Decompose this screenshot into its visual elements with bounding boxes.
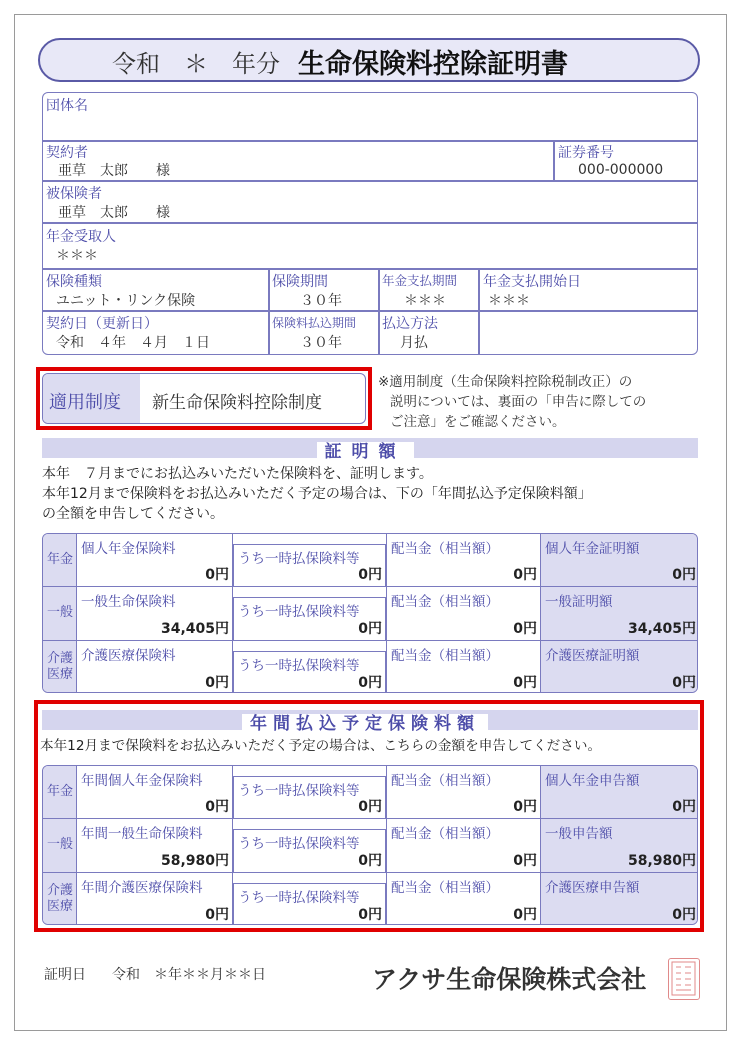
annual-premium-table [42, 765, 698, 925]
row-header [43, 819, 77, 871]
applied-system-value: 新生命保険料控除制度 [152, 393, 322, 413]
amount-cell [387, 766, 541, 818]
annuity-start-label: 年金支払開始日 [483, 274, 581, 290]
premium-period-value: ３０年 [300, 335, 342, 351]
annuity-start-value: ＊＊＊ [488, 293, 530, 309]
annuitant-label: 年金受取人 [46, 229, 116, 245]
amount-cell [233, 819, 387, 871]
cell-label: 配当金（相当額） [391, 826, 499, 843]
note-line: 説明については、裏面の「申告に際しての [390, 394, 647, 410]
amount-cell [541, 587, 698, 639]
section-title-wrap [0, 437, 738, 462]
cell-value: 58,980円 [627, 852, 696, 869]
row-header-text: 一般 [46, 837, 73, 853]
amount-cell [233, 641, 387, 693]
row-header-text: 介護 [46, 882, 73, 898]
table-row [43, 534, 698, 587]
divider [42, 180, 698, 182]
insurance-type-label: 保険種類 [46, 274, 102, 290]
row-header-text: 年金 [46, 552, 73, 567]
cell-value: 34,405円 [160, 620, 229, 637]
cell-value: 0円 [672, 799, 696, 816]
cell-value: 0円 [513, 620, 537, 637]
contract-date-value: 令和 ４年 ４月 １日 [56, 335, 210, 351]
cell-label: うち一時払保険料等 [238, 551, 360, 567]
paragraph-line: 本年 ７月までにお払込みいただいた保険料を、証明します。 [42, 466, 433, 482]
cell-value: 0円 [513, 674, 537, 691]
amount-cell [233, 534, 387, 586]
applied-system-note [378, 372, 646, 432]
cell-value: 0円 [358, 674, 382, 691]
certified-amount-title: 証明額 [317, 442, 414, 462]
table-row [43, 587, 698, 640]
amount-cell [541, 873, 698, 925]
cell-label: うち一時払保険料等 [238, 889, 360, 906]
table-row [43, 641, 698, 693]
amount-cell [233, 766, 387, 818]
certified-description [42, 464, 592, 524]
amount-cell [77, 766, 233, 818]
amount-cell [77, 587, 233, 639]
payment-method-label: 払込方法 [382, 316, 438, 332]
row-header [43, 534, 77, 586]
certification-date-label: 証明日 [44, 967, 86, 983]
contractor-value: 亜草 太郎 様 [58, 163, 170, 179]
section-title-wrap [0, 709, 738, 734]
cell-label: 一般証明額 [545, 594, 613, 611]
row-header-text: 年金 [46, 784, 73, 799]
cell-label: 年間介護医療保険料 [81, 879, 203, 896]
amount-cell [77, 534, 233, 586]
amount-cell [541, 819, 698, 871]
cell-value: 0円 [513, 799, 537, 816]
row-header [43, 873, 77, 925]
cell-label: 介護医療申告額 [545, 879, 640, 896]
amount-cell [77, 819, 233, 871]
lump-sum-subcell [233, 597, 386, 639]
cell-label: 個人年金申告額 [545, 773, 640, 789]
table-row [43, 873, 698, 925]
contract-date-label: 契約日（更新日） [46, 316, 158, 332]
row-header-label [43, 605, 77, 621]
cell-label: 一般生命保険料 [81, 594, 176, 611]
applied-system-label: 適用制度 [49, 392, 121, 413]
paragraph-line: の全額を申告してください。 [42, 506, 224, 522]
cell-value: 0円 [672, 906, 696, 923]
lump-sum-subcell [233, 544, 386, 586]
note-line: ご注意」をご確認ください。 [390, 414, 566, 430]
cell-value: 0円 [205, 906, 229, 923]
divider [378, 268, 380, 355]
row-header [43, 641, 77, 693]
cell-value: 0円 [205, 567, 229, 584]
divider [42, 268, 698, 270]
note-line: ※適用制度（生命保険料控除税制改正）の [378, 374, 633, 390]
divider [478, 268, 480, 355]
lump-sum-subcell [233, 776, 386, 818]
cell-label: 一般申告額 [545, 826, 613, 843]
premium-period-label: 保険料払込期間 [272, 316, 357, 330]
contractor-label: 契約者 [46, 145, 88, 161]
row-header-text: 医療 [46, 666, 73, 682]
annual-description: 本年12月まで保険料をお払込みいただく予定の場合は、こちらの金額を申告してください。 [40, 738, 602, 754]
cell-label: うち一時払保険料等 [238, 604, 360, 621]
cell-label: 配当金（相当額） [391, 647, 499, 664]
group-name-label: 団体名 [46, 98, 88, 114]
table-row [43, 819, 698, 872]
cell-value: 58,980円 [160, 852, 229, 869]
cell-value: 0円 [513, 567, 537, 584]
row-header-label [43, 883, 77, 915]
amount-cell [541, 534, 698, 586]
divider [42, 310, 698, 312]
cell-value: 0円 [513, 852, 537, 869]
insurance-period-label: 保険期間 [272, 274, 328, 290]
cell-label: 介護医療保険料 [81, 647, 176, 664]
row-header-label [43, 552, 77, 568]
cell-value: 0円 [672, 674, 696, 691]
company-name: アクサ生命保険株式会社 [372, 965, 647, 994]
annuitant-value: ＊＊＊ [56, 248, 98, 264]
amount-cell [387, 819, 541, 871]
cell-label: 個人年金証明額 [545, 541, 640, 557]
cell-label: 配当金（相当額） [391, 594, 499, 611]
cell-label: 配当金（相当額） [391, 879, 499, 896]
row-header [43, 766, 77, 818]
certification-date-value: 令和 ＊年＊＊月＊＊日 [112, 967, 266, 983]
amount-cell [77, 873, 233, 925]
cell-value: 0円 [358, 906, 382, 923]
policy-number-label: 証券番号 [558, 145, 614, 161]
cell-value: 0円 [205, 674, 229, 691]
row-header-label [43, 784, 77, 800]
insurance-type-value: ユニット・リンク保険 [56, 293, 196, 309]
paragraph-line: 本年12月まで保険料をお払込みいただく予定の場合は、下の「年間払込予定保険料額」 [42, 486, 592, 502]
insurance-period-value: ３０年 [300, 293, 342, 309]
row-header-label [43, 651, 77, 683]
cell-label: うち一時払保険料等 [238, 657, 360, 674]
insured-label: 被保険者 [46, 186, 102, 202]
amount-cell [387, 641, 541, 693]
cell-value: 0円 [513, 906, 537, 923]
row-header [43, 587, 77, 639]
amount-cell [387, 534, 541, 586]
cell-value: 0円 [672, 567, 696, 584]
row-header-text: 医療 [46, 898, 73, 914]
annuity-period-label: 年金支払期間 [382, 273, 458, 288]
cell-label: うち一時払保険料等 [238, 836, 360, 853]
cell-label: 個人年金保険料 [81, 541, 176, 557]
divider [42, 222, 698, 224]
table-row [43, 766, 698, 819]
divider [553, 140, 555, 180]
annuity-period-value: ＊＊＊ [404, 293, 446, 309]
title-era-year: 令和 ＊ 年分 [112, 50, 280, 78]
cell-label: 配当金（相当額） [391, 541, 499, 557]
cell-value: 0円 [358, 620, 382, 637]
cell-value: 0円 [205, 799, 229, 816]
amount-cell [233, 873, 387, 925]
amount-cell [541, 641, 698, 693]
cell-value: 0円 [358, 852, 382, 869]
cell-label: 介護医療証明額 [545, 647, 640, 664]
cell-label: 年間個人年金保険料 [81, 773, 203, 789]
lump-sum-subcell [233, 651, 386, 693]
company-seal-icon [668, 958, 700, 1000]
row-header-text: 一般 [46, 605, 73, 621]
payment-method-value: 月払 [400, 335, 428, 351]
amount-cell [387, 873, 541, 925]
cell-value: 0円 [358, 799, 382, 816]
amount-cell [387, 587, 541, 639]
cell-value: 34,405円 [627, 620, 696, 637]
amount-cell [233, 587, 387, 639]
lump-sum-subcell [233, 883, 386, 925]
policy-number-value: 000-000000 [578, 162, 664, 178]
cell-label: 年間一般生命保険料 [81, 826, 203, 843]
divider [268, 268, 270, 355]
row-header-label [43, 837, 77, 853]
annual-premium-title: 年間払込予定保険料額 [242, 714, 488, 734]
certified-amount-table [42, 533, 698, 693]
amount-cell [541, 766, 698, 818]
page-title: 生命保険料控除証明書 [298, 49, 568, 80]
lump-sum-subcell [233, 829, 386, 871]
cell-label: 配当金（相当額） [391, 773, 499, 789]
cell-value: 0円 [358, 567, 382, 584]
cell-label: うち一時払保険料等 [238, 783, 360, 799]
insured-value: 亜草 太郎 様 [58, 205, 170, 221]
row-header-text: 介護 [46, 650, 73, 666]
amount-cell [77, 641, 233, 693]
